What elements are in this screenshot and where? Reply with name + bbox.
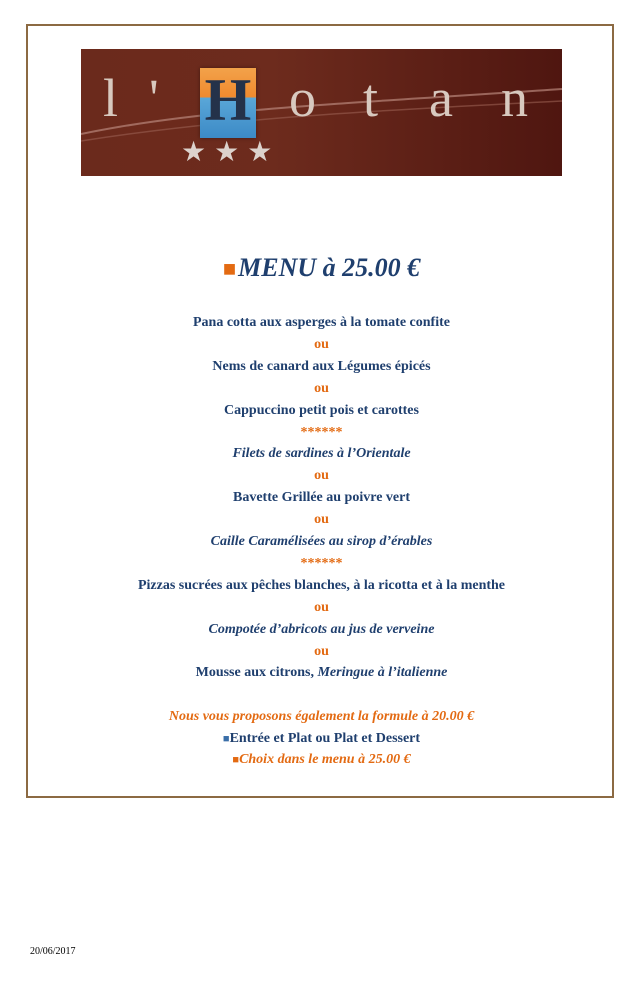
menu-separator: ou bbox=[314, 512, 329, 528]
menu-title-text: MENU à 25.00 € bbox=[238, 253, 421, 282]
logo-letter: ' bbox=[149, 68, 159, 128]
logo-wordmark bbox=[81, 67, 562, 137]
menu-separator: ou bbox=[314, 468, 329, 484]
menu-item-italic: Meringue à l’italienne bbox=[317, 665, 448, 680]
menu-item: Nems de canard aux Légumes épicés bbox=[212, 358, 431, 374]
formula-option bbox=[0, 731, 643, 747]
logo-h-letter: H bbox=[204, 67, 252, 133]
menu-separator: ****** bbox=[300, 424, 343, 440]
formula-option-text: Choix dans le menu à 25.00 € bbox=[239, 752, 411, 767]
menu-item: Filets de sardines à l’Orientale bbox=[232, 446, 411, 462]
logo-letter: t bbox=[363, 68, 379, 128]
menu-item: Caille Caramélisées au sirop d’érables bbox=[210, 534, 433, 549]
formula-option bbox=[0, 752, 643, 768]
menu-title bbox=[0, 253, 643, 283]
square-bullet-icon: ■ bbox=[222, 733, 230, 745]
menu-separator: ou bbox=[314, 643, 329, 659]
menu-item bbox=[0, 665, 643, 681]
formula-option-text: Entrée et Plat ou Plat et Dessert bbox=[229, 731, 421, 746]
formula-intro: Nous vous proposons également la formule à 20.00 € bbox=[168, 709, 475, 724]
hotel-logo bbox=[81, 49, 562, 176]
square-bullet-icon: ■ bbox=[232, 754, 240, 766]
logo-letter: a bbox=[429, 68, 453, 128]
document-date: 20/06/2017 bbox=[30, 946, 76, 957]
menu-item: Cappuccino petit pois et carottes bbox=[224, 402, 419, 418]
logo-letter: l bbox=[103, 68, 119, 128]
menu-item: Pana cotta aux asperges à la tomate confite bbox=[192, 315, 450, 330]
logo-letter: n bbox=[501, 68, 528, 128]
menu-item: Bavette Grillée au poivre vert bbox=[232, 490, 411, 506]
menu-item: Pizzas sucrées aux pêches blanches, à la ricotta et à la menthe bbox=[137, 577, 506, 593]
menu-separator: ****** bbox=[300, 555, 343, 571]
menu-separator: ou bbox=[314, 380, 329, 396]
menu-separator: ou bbox=[314, 336, 329, 352]
logo-letter: o bbox=[289, 68, 316, 128]
star-rating: ★★★ bbox=[181, 137, 281, 168]
menu-item-plain: Mousse aux citrons, bbox=[195, 665, 318, 680]
square-bullet-icon: ■ bbox=[222, 256, 237, 281]
menu-separator: ou bbox=[314, 599, 329, 615]
menu-item: Compotée d’abricots au jus de verveine bbox=[208, 621, 435, 637]
